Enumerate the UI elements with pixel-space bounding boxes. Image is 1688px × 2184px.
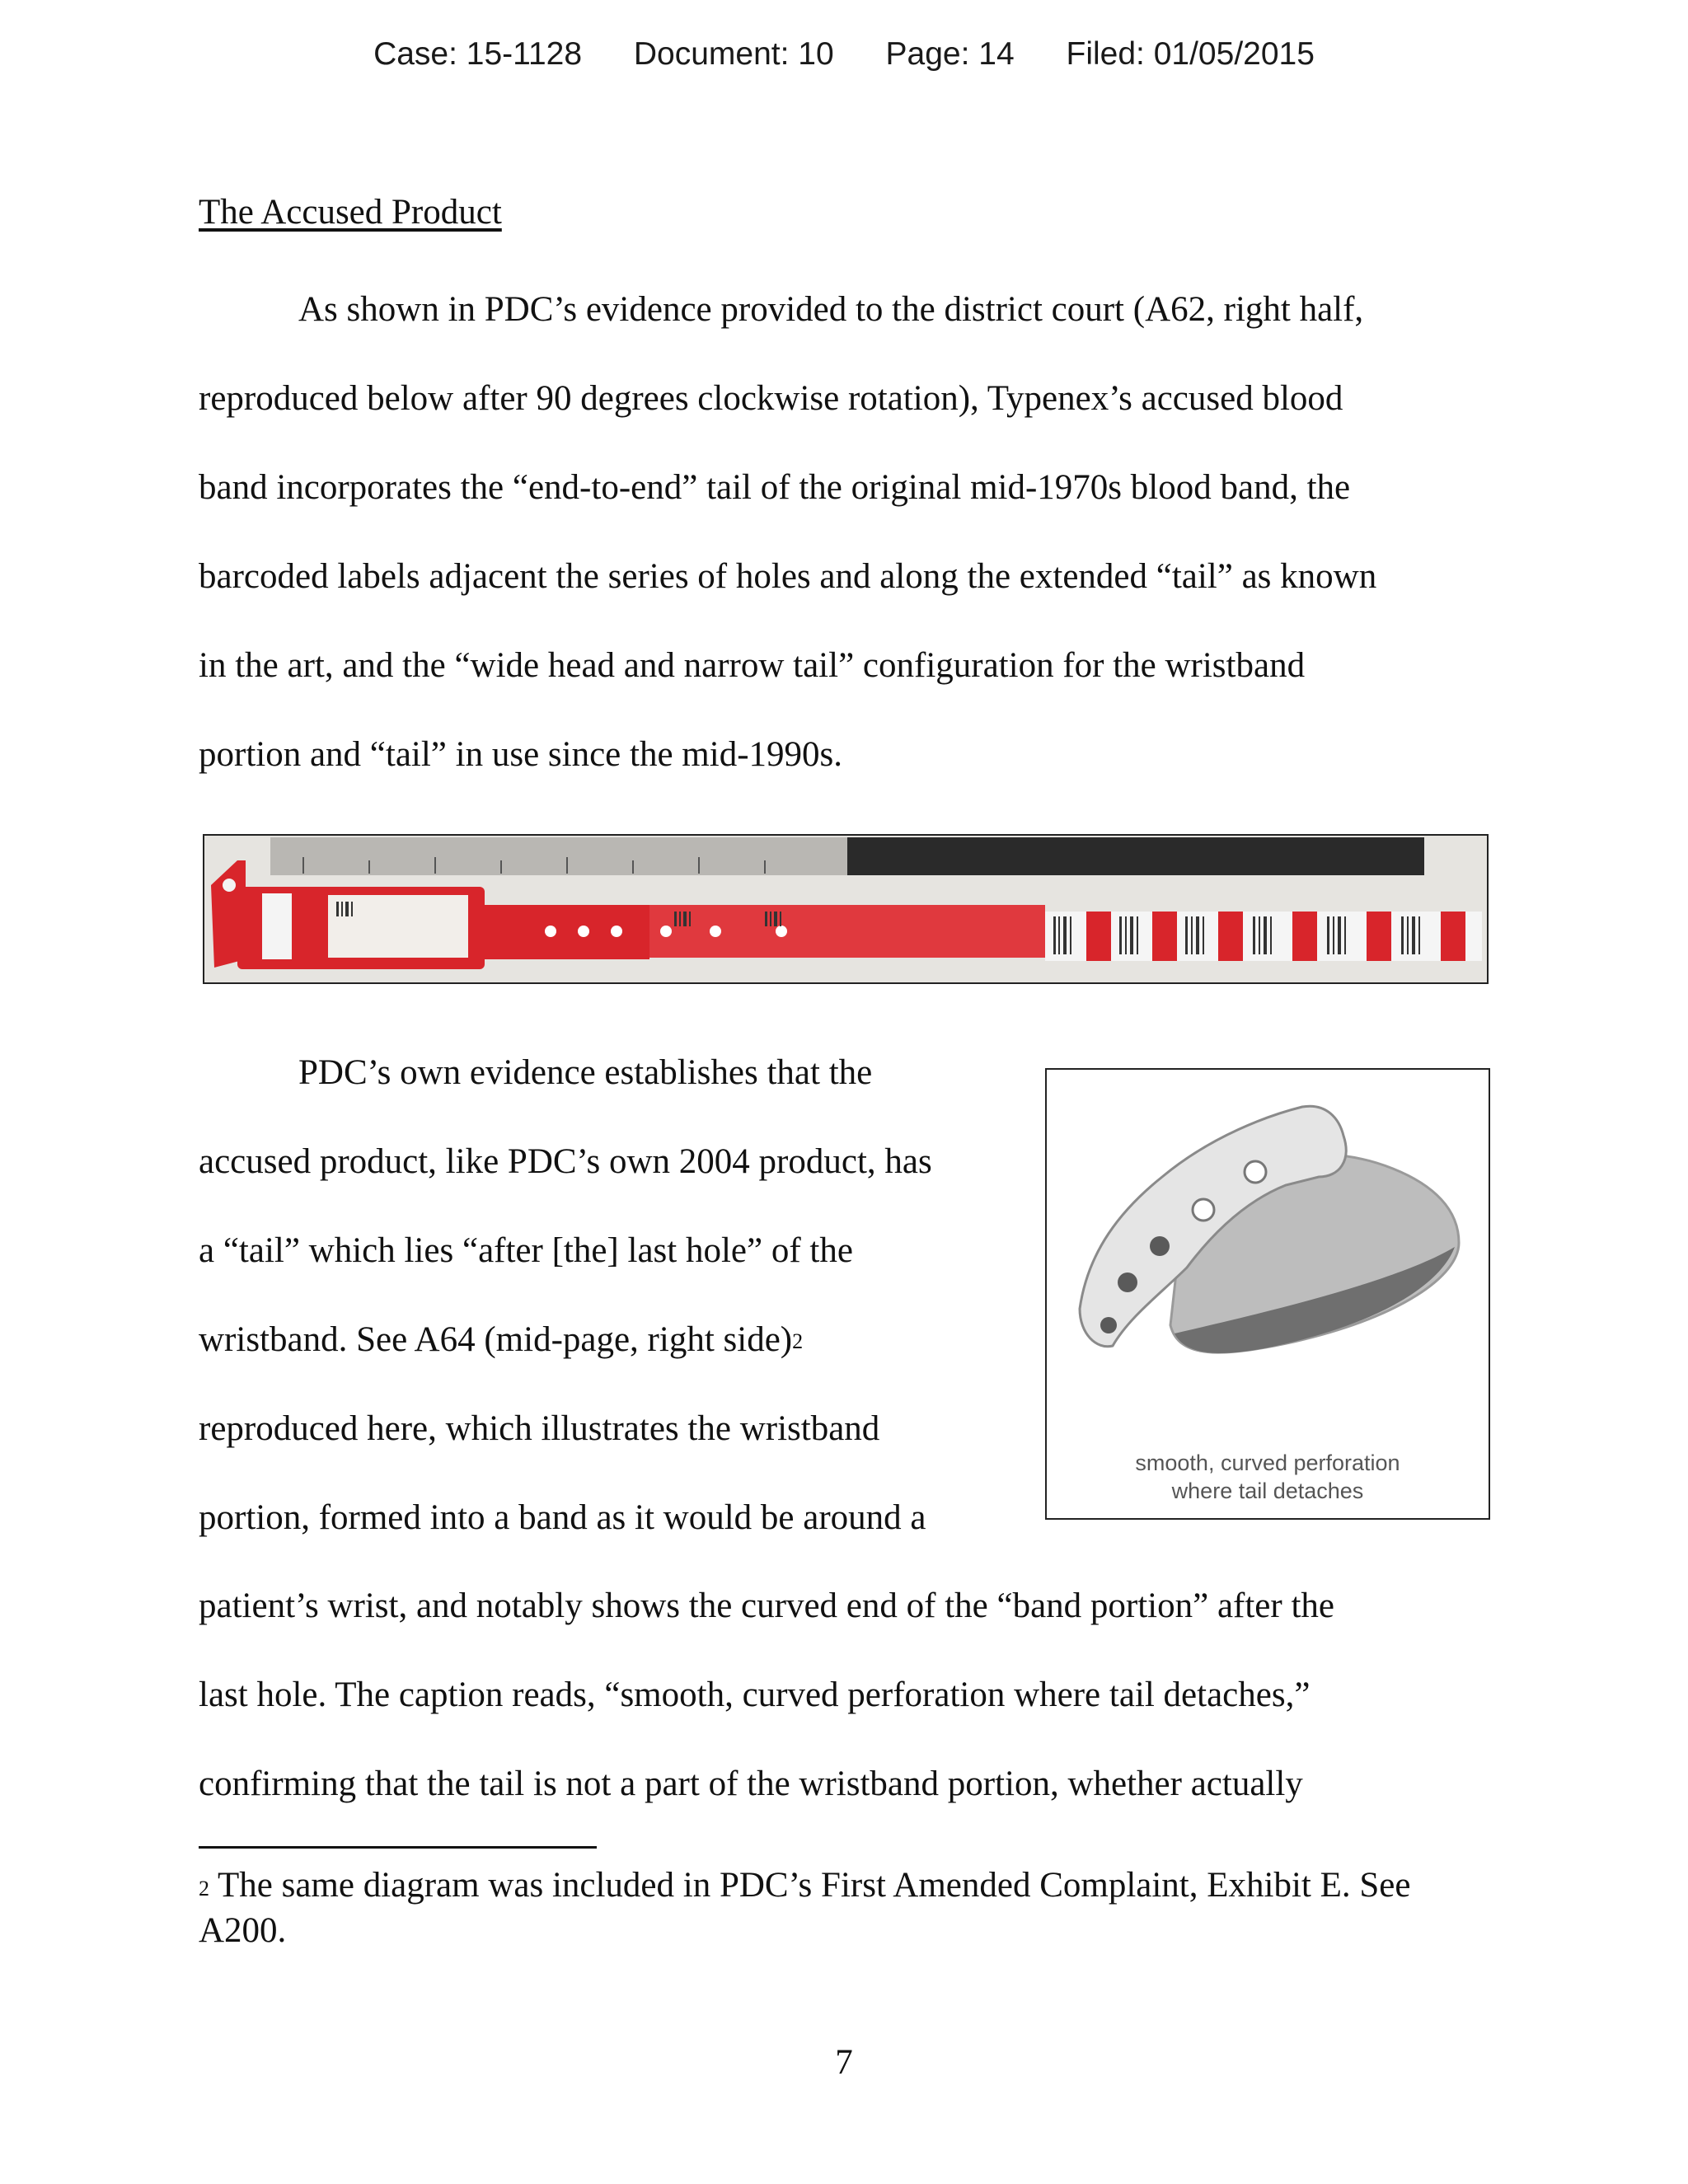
text-line: in the art, and the “wide head and narrow tail” configuration for the wristband	[199, 646, 1306, 685]
page-number: 7	[835, 2043, 853, 2082]
footnote-reference[interactable]: 2	[792, 1329, 804, 1353]
figure-caption	[1047, 1449, 1489, 1505]
band-hole	[1193, 1199, 1214, 1221]
document-number: Document: 10	[633, 36, 834, 72]
text-line: barcoded labels adjacent the series of holes and along the extended “tail” as known	[199, 557, 1377, 596]
paragraph-1	[199, 265, 1484, 799]
text-line: a “tail” which lies “after [the] last hole” of the	[199, 1231, 853, 1270]
caption-line: where tail detaches	[1171, 1479, 1364, 1503]
caption-line: smooth, curved perforation	[1135, 1451, 1400, 1475]
text-line: As shown in PDC’s evidence provided to the district court (A62, right half,	[298, 290, 1364, 329]
band-hole	[1245, 1161, 1266, 1183]
paragraph-2-wrapped	[199, 1029, 1031, 1563]
band-hole	[1118, 1272, 1137, 1292]
footnote-text: The same diagram was included in PDC’s First Amended Complaint, Exhibit E. See A200.	[199, 1866, 1411, 1950]
text-line	[199, 1296, 1031, 1385]
filed-date: Filed: 01/05/2015	[1066, 36, 1315, 72]
case-number: Case: 15-1128	[373, 36, 583, 72]
text-line: reproduced here, which illustrates the wristband	[199, 1409, 880, 1448]
text-line: band incorporates the “end-to-end” tail of the original mid-1970s blood band, the	[199, 468, 1351, 507]
text-line: confirming that the tail is not a part of the wristband portion, whether actually	[199, 1765, 1303, 1803]
curved-wristband-diagram	[1047, 1070, 1489, 1432]
text-line: portion and “tail” in use since the mid-1990s.	[199, 735, 842, 774]
text-line: accused product, like PDC’s own 2004 product, has	[199, 1142, 932, 1181]
wristband-photo-illustration	[204, 836, 1487, 982]
text-line: reproduced below after 90 degrees clockwise rotation), Typenex’s accused blood	[199, 379, 1343, 418]
band-hole	[1100, 1317, 1117, 1333]
paragraph-2-continued	[199, 1562, 1484, 1829]
header-page-number: Page: 14	[885, 36, 1015, 72]
footnote-separator	[199, 1846, 597, 1849]
text-line: portion, formed into a band as it would be around a	[199, 1498, 926, 1537]
page-header	[0, 36, 1688, 73]
band-hole	[1150, 1236, 1170, 1256]
text-span: wristband. See A64 (mid-page, right side)	[199, 1320, 793, 1359]
section-title: The Accused Product	[199, 193, 502, 232]
footnote	[199, 1863, 1484, 1953]
wristband-diagram-figure	[1045, 1068, 1490, 1520]
footnote-number: 2	[199, 1877, 209, 1900]
accused-product-photo	[203, 834, 1489, 984]
text-line: patient’s wrist, and notably shows the curved end of the “band portion” after the	[199, 1586, 1334, 1625]
text-line: last hole. The caption reads, “smooth, curved perforation where tail detaches,”	[199, 1675, 1311, 1714]
text-line: PDC’s own evidence establishes that the	[298, 1053, 873, 1092]
